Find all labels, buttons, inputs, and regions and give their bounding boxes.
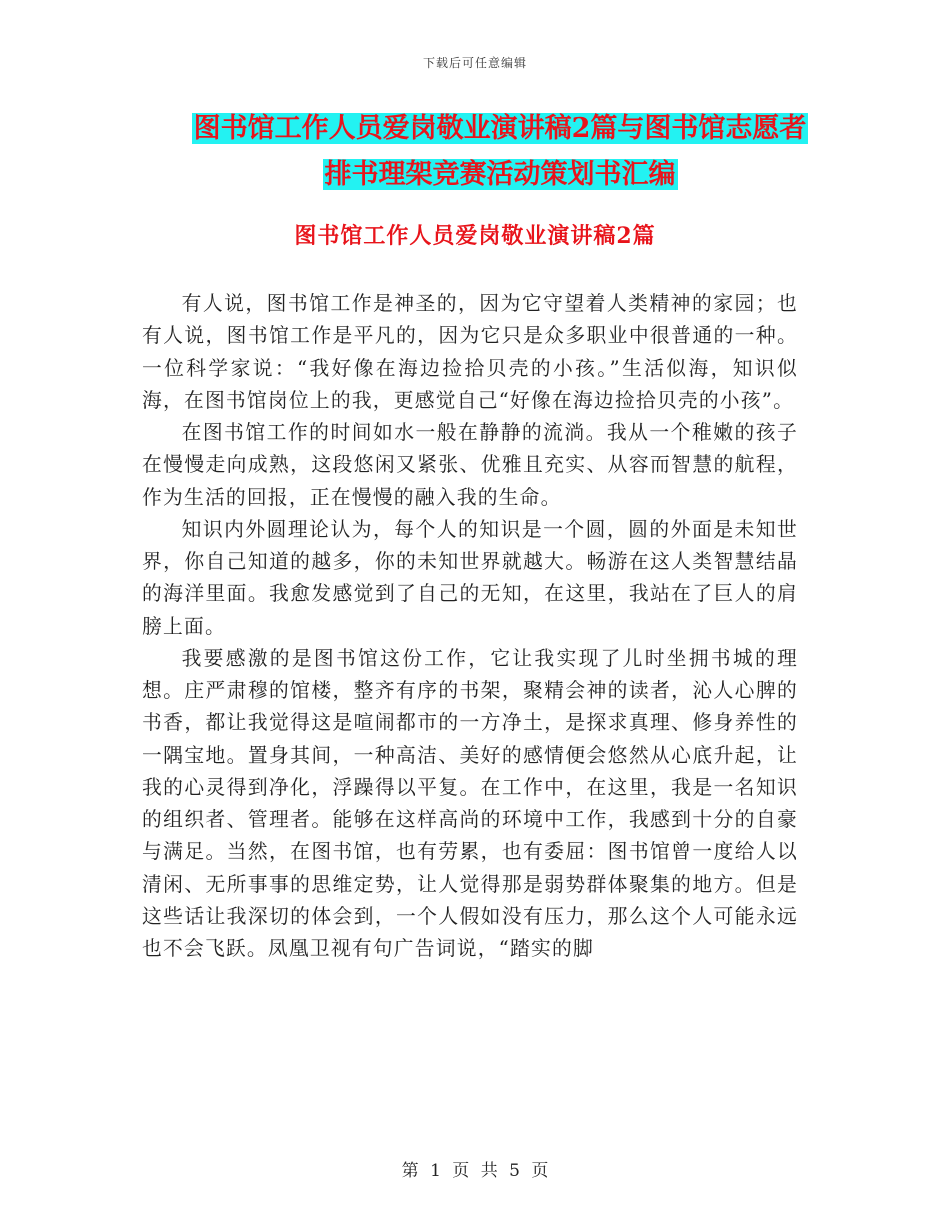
paragraph-2: 在图书馆工作的时间如水一般在静静的流淌。我从一个稚嫩的孩子在慢慢走向成熟，这段悠闲又紧张、优雅且充实、从容而智慧的航程，作为生活的回报，正在慢慢的融入我的生命。 bbox=[142, 421, 798, 509]
body-text bbox=[142, 288, 798, 965]
header-note: 下载后可任意编辑 bbox=[422, 56, 527, 70]
paragraph-4: 我要感激的是图书馆这份工作，它让我实现了儿时坐拥书城的理想。庄严肃穆的馆楼，整齐有序的书架，聚精会神的读者，沁人心脾的书香，都让我觉得这是喧闹都市的一方净土，是探求真理、修身养性的一隅宝地。置身其间，一种高洁、美好的感情便会悠然从心底升起，让我的心灵得到净化，浮躁得以平复。在工作中，在这里，我是一名知识的组织者、管理者。能够在这样高尚的环境中工作，我感到十分的自豪与满足。当然，在图书馆，也有劳累，也有委屈：图书馆曾一度给人以清闲、无所事事的思维定势，让人觉得那是弱势群体聚集的地方。但是这些话让我深切的体会到，一个人假如没有压力，那么这个人可能永远也不会飞跃。凤凰卫视有句广告词说，“踏实的脚 bbox=[142, 646, 798, 960]
document-title bbox=[140, 106, 860, 198]
document-title-line-2: 排书理架竞赛活动策划书汇编 bbox=[324, 159, 676, 190]
document-title-line-1: 图书馆工作人员爱岗敬业演讲稿2篇与图书馆志愿者 bbox=[193, 113, 807, 144]
page-footer: 第 1 页 共 5 页 bbox=[401, 1161, 549, 1181]
section-title: 图书馆工作人员爱岗敬业演讲稿2篇 bbox=[294, 223, 656, 249]
paragraph-1: 有人说，图书馆工作是神圣的，因为它守望着人类精神的家园；也有人说，图书馆工作是平凡的，因为它只是众多职业中很普通的一种。一位科学家说：“我好像在海边捡拾贝壳的小孩。”生活似海，知识似海，在图书馆岗位上的我，更感觉自己“好像在海边捡拾贝壳的小孩”。 bbox=[142, 292, 798, 412]
paragraph-3: 知识内外圆理论认为，每个人的知识是一个圆，圆的外面是未知世界，你自己知道的越多，你的未知世界就越大。畅游在这人类智慧结晶的海洋里面。我愈发感觉到了自己的无知，在这里，我站在了巨人的肩膀上面。 bbox=[142, 517, 798, 638]
